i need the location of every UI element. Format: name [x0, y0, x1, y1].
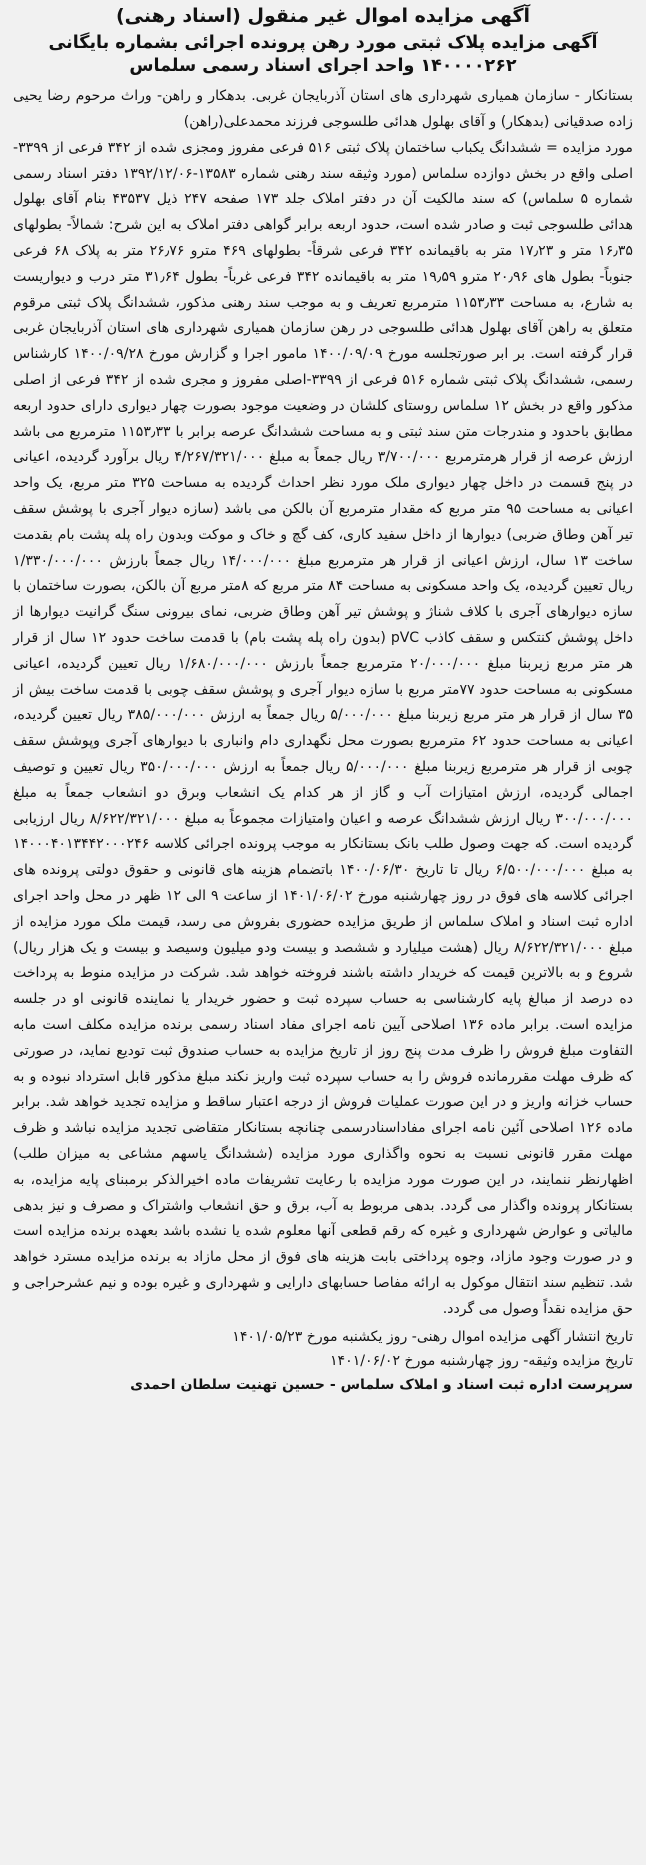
- signature: سرپرست اداره ثبت اسناد و املاک سلماس - حسین تهنیت سلطان احمدی: [130, 1376, 633, 1393]
- notice-subtitle: آگهی مزایده پلاک ثبتی مورد رهن پرونده اجرائی بشماره بایگانی ۱۴۰۰۰۰۲۶۲ واحد اجرای اسناد رسمی سلماس: [48, 33, 598, 77]
- auction-details-paragraph: مورد مزایده = ششدانگ یکباب ساختمان پلاک ثبتی ۵۱۶ فرعی مفروز ومجزی شده از ۳۴۲ فرعی از ۳۳۹۹- اصلی واقع در بخش دوازده سلماس (مورد وثیقه سند رهنی شماره ۱۳۵۸۳-۱۳۹۲/۱۲/۰۶ دفتر اسناد رسمی شماره ۵ سلماس) که سند مالکیت آن در دفتر املاک جلد ۱۷۳ صفحه ۲۴۷ ذیل ۴۳۵۳۷ بنام آقای بهلول هدائی طلسوجی ثبت و صادر شده است، حدود اربعه برابر گواهی دفتر املاک به این شرح: شمالاً- بطولهای ۱۶٫۳۵ متر و ۱۷٫۲۳ متر به باقیمانده ۳۴۲ فرعی شرقاً- بطولهای ۴۶۹ مترو ۲۶٫۷۶ متر به پلاک ۶۸ فرعی جنوباً- بطول های ۲۰٫۹۶ مترو ۱۹٫۵۹ متر به باقیمانده ۳۴۲ فرعی غرباً- بطول ۳۱٫۶۴ متر درب و دیواریست به شارع، به مساحت ۱۱۵۳٫۳۳ مترمربع تعریف و به موجب سند رهنی مذکور، ششدانگ پلاک ثبتی مرقوم متعلق به راهن آقای بهلول هدائی طلسوجی در رهن سازمان همیاری شهرداری های استان آذربایجان غربی قرار گرفته است. بر ابر صورتجلسه مورخ ۱۴۰۰/۰۹/۰۹ مامور اجرا و گزارش مورخ ۱۴۰۰/۰۹/۲۸ کارشناس رسمی، ششدانگ پلاک ثبتی شماره ۵۱۶ فرعی از ۳۳۹۹-اصلی مفروز و مجری شده از ۳۴۲ فرعی از اصلی مذکور واقع در بخش ۱۲ سلماس روستای کلشان در وضعیت موجود بصورت چهار دیواری دارای حدود اربعه مطابق باحدود و مندرجات متن سند ثبتی و به مساحت ششدانگ عرصه برابر با ۱۱۵۳٫۳۳ مترمربع می باشد ارزش عرصه از قرار هرمترمربع ۳/۷۰۰/۰۰۰ ریال جمعاً به مبلغ ۴/۲۶۷/۳۲۱/۰۰۰ ریال برآورد گردیده، اعیانی در پنج قسمت در داخل چهار دیواری ملک مورد نظر احداث گردیده به مساحت ۳۲۵ متر مربع، یک واحد اعیانی به مساحت ۹۵ متر مربع که مقدار مترمربع آن بالکن می باشد (سازه دیوار آجری با پوشش سقف تیر آهن وطاق ضربی) دیوارها از داخل سفید کاری، کف گچ و خاک و موکت وبدون راه پله پشت بام بقدمت ساخت ۱۳ سال، ارزش اعیانی از قرار هر مترمربع مبلغ ۱۴/۰۰۰/۰۰۰ ریال جمعاً بارزش ۱/۳۳۰/۰۰۰/۰۰۰ ریال تعیین گردیده، یک واحد مسکونی به مساحت ۸۴ متر مربع که ۸متر مربع آن بالکن، بصورت ساختمان با سازه دیوارهای آجری با کلاف شناژ و پوشش تیر آهن وطاق ضربی، نمای بیرونی سنگ گرانیت دیوارها از داخل پوشش کنتکس و سقف کاذب pVC (بدون راه پله پشت بام) با قدمت ساخت حدود ۱۲ سال از قرار هر متر مربع زیربنا مبلغ ۲۰/۰۰۰/۰۰۰ مترمربع جمعاً بارزش ۱/۶۸۰/۰۰۰/۰۰۰ ریال تعیین گردیده، اعیانی مسکونی به مساحت حدود ۷۷متر مربع با سازه دیوار آجری و پوشش سقف چوبی با قدمت ساخت بیش از ۳۵ سال از قرار هر متر مربع زیربنا مبلغ ۵/۰۰۰/۰۰۰ ریال جمعاً به ارزش ۳۸۵/۰۰۰/۰۰۰ ریال تعیین گردیده، اعیانی به مساحت حدود ۶۲ مترمربع بصورت محل نگهداری دام وانباری با دیوارهای آجری وپوشش سقف چوبی از قرار هر مترمربع زیربنا مبلغ ۵/۰۰۰/۰۰۰ ریال جمعاً به ارزش ۳۵۰/۰۰۰/۰۰۰ ریال تعیین و توصیف اجمالی گردیده، ارزش امتیازات آب و گاز از هر کدام یک انشعاب وبرق دو انشعاب جمعاً به مبلغ ۳۰۰/۰۰۰/۰۰۰ ریال ارزش ششدانگ عرصه و اعیان وامتیازات مجموعاً به مبلغ ۸/۶۲۲/۳۲۱/۰۰۰ ریال ارزیابی گردیده است. که جهت وصول طلب بانک بستانکار به موجب پرونده اجرائی کلاسه ۱۴۰۰۰۴۰۱۳۴۴۲۰۰۰۲۴۶ به مبلغ ۶/۵۰۰/۰۰۰/۰۰۰ ریال تا تاریخ ۱۴۰۰/۰۶/۳۰ باتضمام هزینه های قانونی و حقوق دولتی پرونده های اجرائی کلاسه های فوق در روز چهارشنبه مورخ ۱۴۰۱/۰۶/۰۲ از ساعت ۹ الی ۱۲ ظهر در محل واحد اجرای اداره ثبت اسناد و املاک سلماس از طریق مزایده حضوری بفروش می رسد، قیمت ملک مورد مزایده از مبلغ ۸/۶۲۲/۳۲۱/۰۰۰ ریال (هشت میلیارد و ششصد و بیست ودو میلیون وسیصد و بیست و یک هزار ریال) شروع و به بالاترین قیمت که خریدار داشته باشند فروخته خواهد شد. شرکت در مزایده منوط به پرداخت ده درصد از مبالغ پایه کارشناسی به حساب سپرده ثبت و حضور خریدار یا نماینده قانونی او در جلسه مزایده است. برابر ماده ۱۳۶ اصلاحی آیین نامه اجرای مفاد اسناد رسمی برنده مزایده مکلف است مابه التفاوت مبلغ فروش را ظرف مدت پنج روز از تاریخ مزایده به حساب صندوق ثبت تودیع نماید، در صورتی که ظرف مهلت مقررمانده فروش را به حساب سپرده ثبت واریز نکند مبلغ مذکور قابل استرداد نبوده و به حساب خزانه واریز و در این صورت عملیات فروش از درجه اعتبار ساقط و مزایده تجدید خواهد شد. برابر ماده ۱۲۶ اصلاحی آئین نامه اجرای مفاداسنادرسمی چنانچه بستانکار متقاضی تجدید مزایده نباشد و ظرف مهلت مقرر قانونی نسبت به نحوه واگذاری مورد مزایده (ششدانگ یاسهم مشاعی به میزان طلب) اظهارنظر ننمایند، در این صورت مورد مزایده با رعایت تشریفات ماده اخیرالذکر برمبنای پایه مزایده، به بستانکار پرونده واگذار می گردد. بدهی مربوط به آب، برق و حق انشعاب واشتراک و مصرف و نیز بدهی مالیاتی و عوارض شهرداری و غیره که رقم قطعی آنها معلوم شده یا نشده باشد بعهده برنده مزایده است و در صورت وجود مازاد، وجوه پرداختی بابت هزینه های فوق از محل مازاد به برنده مزایده مسترد خواهد شد. تنظیم سند انتقال موکول به ارائه مفاصا حسابهای دارایی و شهرداری و غیره بوده و نیم عشرحراجی و حق مزایده نقداً وصول می گردد.: [13, 139, 634, 1317]
- auction-date: تاریخ مزایده وثیقه- روز چهارشنبه مورخ ۱۴۰۱/۰۶/۰۲: [329, 1352, 633, 1369]
- notice-title: آگهی مزایده اموال غیر منقول (اسناد رهنی): [115, 5, 531, 27]
- notice-body: [13, 84, 633, 1322]
- notice-footer: [13, 1325, 633, 1397]
- publish-date: تاریخ انتشار آگهی مزایده اموال رهنی- روز یکشنبه مورخ ۱۴۰۱/۰۵/۲۳: [232, 1328, 633, 1345]
- parties-paragraph: بستانکار - سازمان همیاری شهرداری های استان آذربایجان غربی. بدهکار و راهن- وراث مرحوم رضا یحیی زاده صدقیانی (بدهکار) و آقای بهلول هدائی طلسوجی فرزند محمدعلی(راهن): [13, 88, 633, 131]
